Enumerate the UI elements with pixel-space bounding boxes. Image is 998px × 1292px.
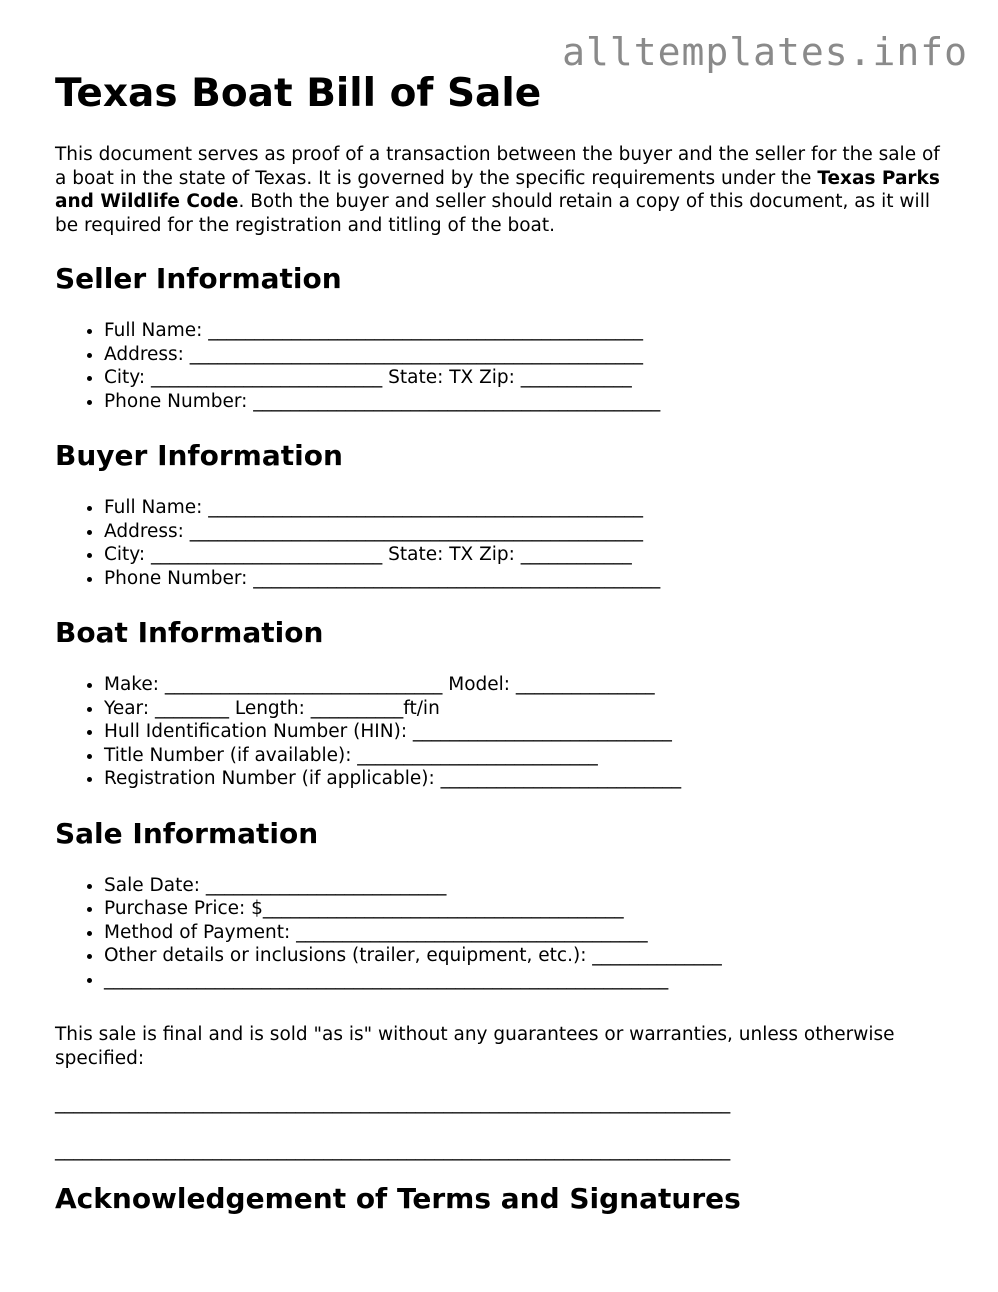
- boat-list: [55, 673, 945, 791]
- sale-date-field[interactable]: • Sale Date: __________________________: [104, 874, 945, 898]
- buyer-heading: Buyer Information: [55, 439, 343, 472]
- boat-title-number-field[interactable]: • Title Number (if available): __________________________: [104, 744, 945, 768]
- buyer-full-name-field[interactable]: • Full Name: _______________________________________________: [104, 496, 945, 520]
- seller-section: [55, 262, 945, 413]
- buyer-phone-field[interactable]: • Phone Number: ____________________________________________: [104, 567, 945, 591]
- as-is-note: This sale is final and is sold "as is" without any guarantees or warranties, unless otherwise specified:: [55, 1024, 895, 1069]
- buyer-city-state-zip-field[interactable]: • City: _________________________ State: TX Zip: ____________: [104, 543, 945, 567]
- other-details-continued-field[interactable]: • _____________________________________________________________: [104, 968, 945, 992]
- specified-terms-line-2[interactable]: _________________________________________________________________________: [55, 1139, 731, 1161]
- purchase-price-field[interactable]: • Purchase Price: $_______________________________________: [104, 897, 945, 921]
- boat-hin-field[interactable]: • Hull Identification Number (HIN): ____________________________: [104, 720, 945, 744]
- boat-make-model-field[interactable]: • Make: ______________________________ Model: _______________: [104, 673, 945, 697]
- boat-registration-number-field[interactable]: • Registration Number (if applicable): __________________________: [104, 767, 945, 791]
- seller-phone-field[interactable]: • Phone Number: ____________________________________________: [104, 390, 945, 414]
- intro-text-2: . Both the buyer and seller should retain a copy of this document, as it will be required for the registration and titling of the boat.: [55, 191, 930, 236]
- payment-method-field[interactable]: • Method of Payment: ______________________________________: [104, 921, 945, 945]
- sale-list: [55, 874, 945, 992]
- seller-city-state-zip-field[interactable]: • City: _________________________ State: TX Zip: ____________: [104, 366, 945, 390]
- document: [55, 70, 945, 1216]
- sale-section: [55, 817, 945, 992]
- boat-year-length-field[interactable]: • Year: ________ Length: __________ft/in: [104, 697, 945, 721]
- seller-heading: Seller Information: [55, 262, 342, 295]
- other-details-field[interactable]: • Other details or inclusions (trailer, equipment, etc.): ______________: [104, 944, 945, 968]
- page-title: Texas Boat Bill of Sale: [55, 71, 542, 116]
- boat-section: [55, 616, 945, 791]
- specified-terms-line-1[interactable]: _________________________________________________________________________: [55, 1093, 731, 1114]
- intro-code-reference: Texas Parks and Wildlife Code: [55, 167, 940, 212]
- intro-text-1: This document serves as proof of a transaction between the buyer and the seller for the sale of a boat in the state of Texas. It is governed by the specific requirements under the: [55, 144, 940, 189]
- seller-address-field[interactable]: • Address: _________________________________________________: [104, 343, 945, 367]
- boat-heading: Boat Information: [55, 616, 324, 649]
- acknowledgement-heading: Acknowledgement of Terms and Signatures: [55, 1182, 741, 1215]
- seller-list: [55, 319, 945, 413]
- buyer-address-field[interactable]: • Address: _________________________________________________: [104, 520, 945, 544]
- buyer-section: [55, 439, 945, 590]
- sale-heading: Sale Information: [55, 816, 319, 850]
- intro-paragraph: [55, 143, 945, 237]
- watermark: alltemplates.info: [562, 30, 968, 74]
- buyer-list: [55, 496, 945, 590]
- seller-full-name-field[interactable]: • Full Name: _______________________________________________: [104, 319, 945, 343]
